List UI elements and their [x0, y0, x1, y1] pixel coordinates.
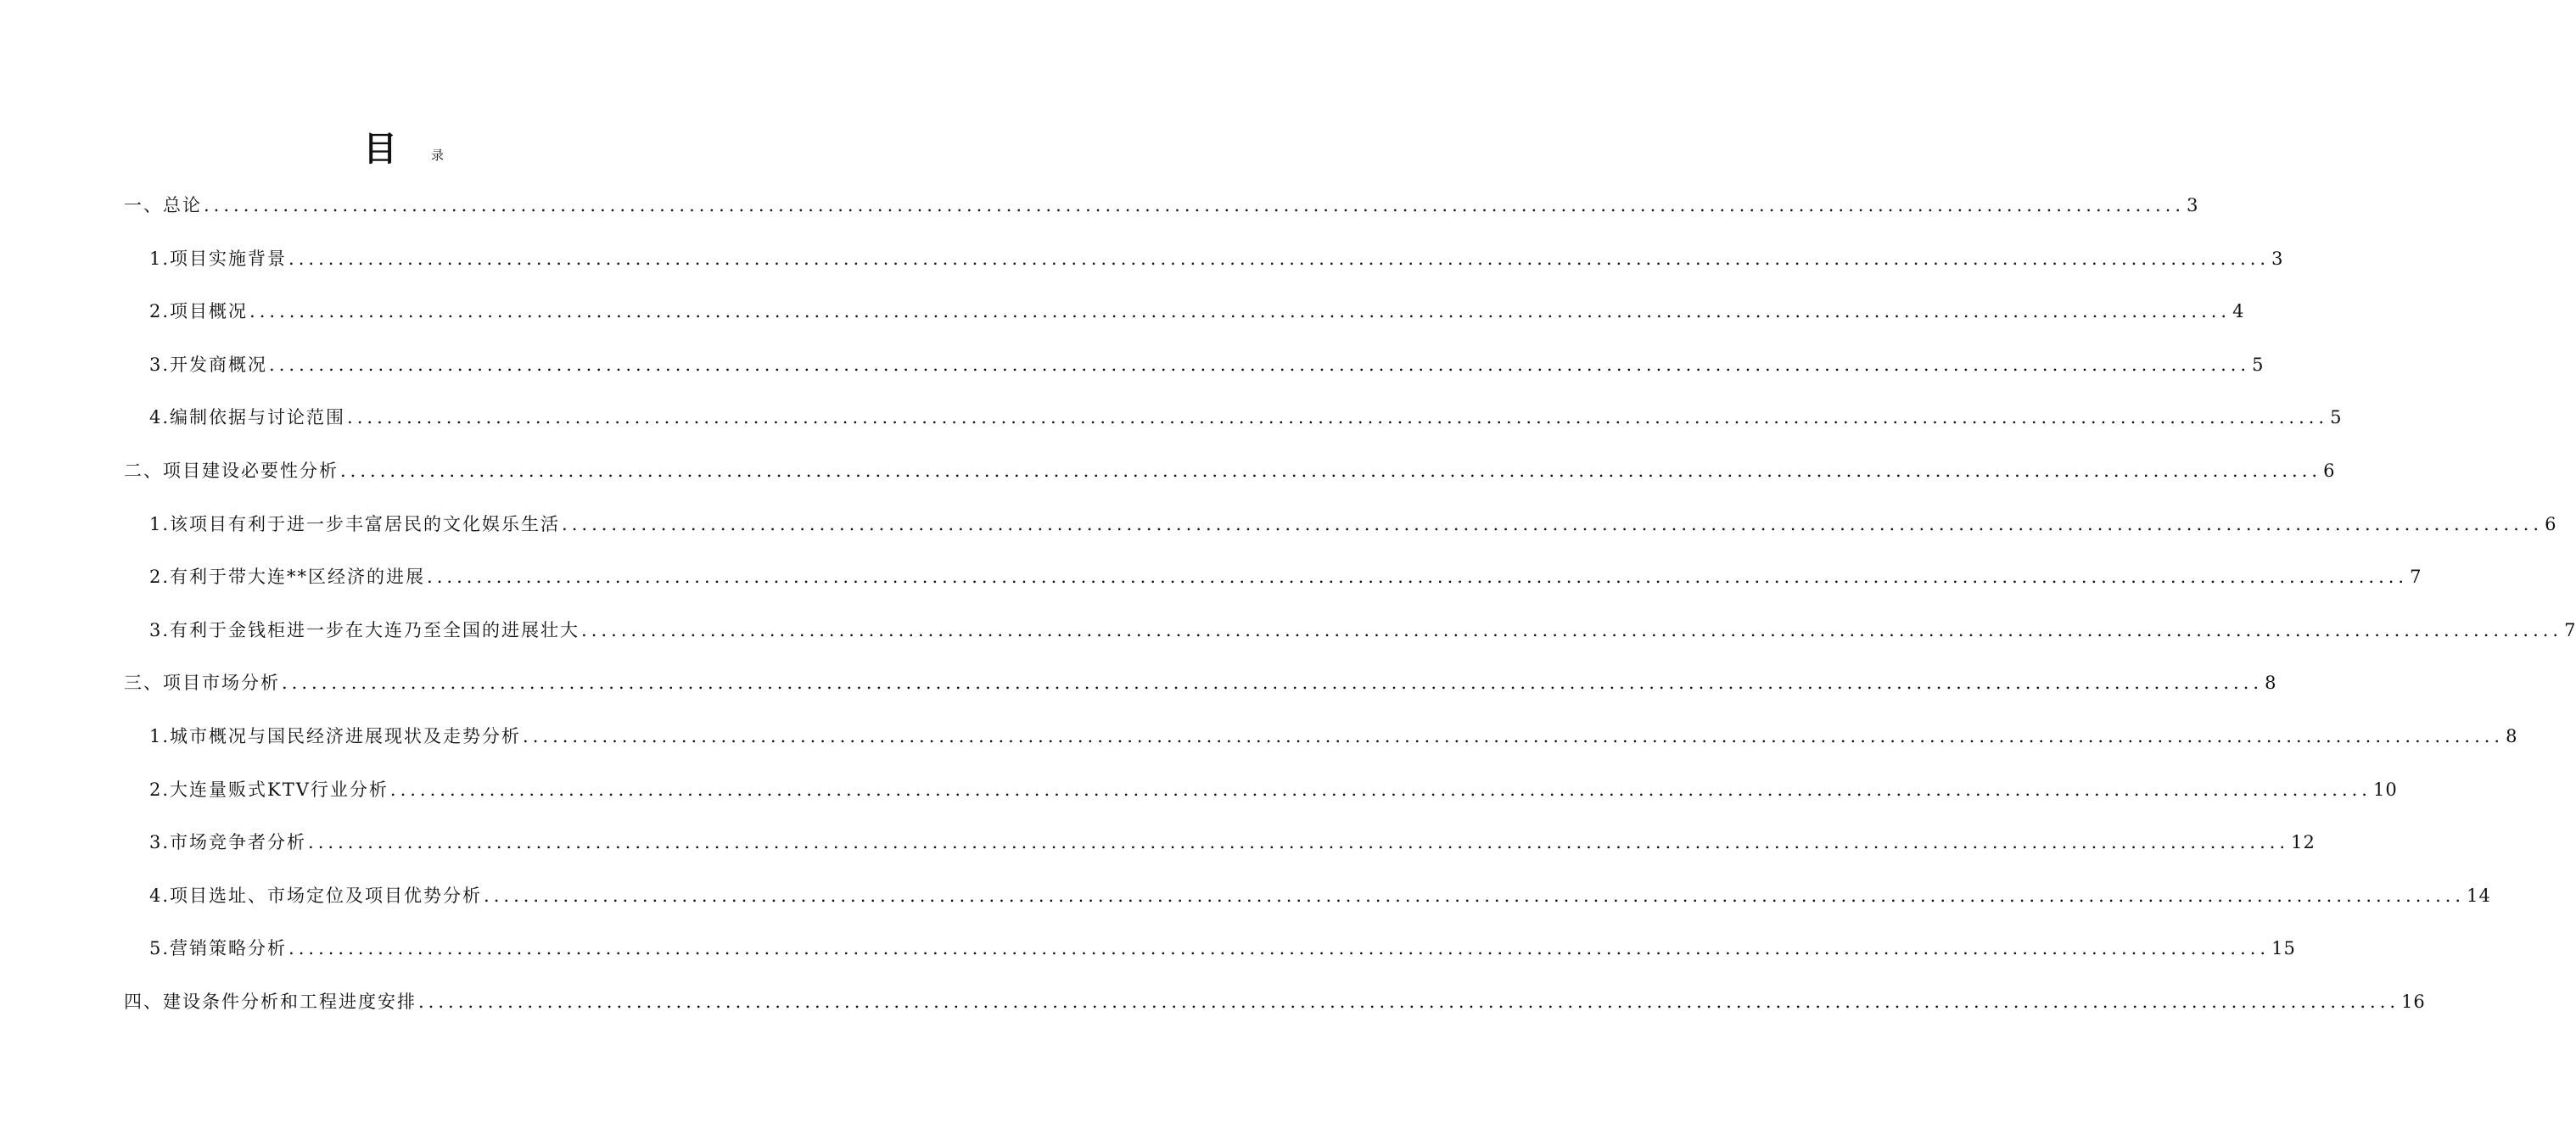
toc-entry-page: 8	[2265, 673, 2277, 693]
toc-dot-leader: ........................................................................................................................................................................................................	[389, 780, 2372, 800]
toc-entry-page: 7	[2564, 620, 2576, 640]
toc-entry-page: 14	[2467, 886, 2491, 906]
toc-dot-leader: ........................................................................................................................................................................................................	[282, 673, 2264, 693]
toc-entry-page: 16	[2401, 992, 2426, 1012]
toc-dot-leader: ........................................................................................................................................................................................................	[340, 461, 2322, 481]
toc-entry-title: 一、总论	[124, 195, 202, 215]
toc-entry[interactable]	[124, 985, 2426, 1014]
toc-entry-page: 4	[2232, 301, 2245, 321]
toc-entry-title: 3.市场竞争者分析	[149, 832, 307, 852]
toc-entry-title: 4.编制依据与讨论范围	[149, 407, 346, 428]
toc-entry[interactable]	[149, 348, 2265, 377]
toc-dot-leader: ........................................................................................................................................................................................................	[562, 514, 2544, 534]
toc-dot-leader: ........................................................................................................................................................................................................	[204, 195, 2186, 215]
toc-entry[interactable]	[149, 507, 2557, 536]
toc-entry-page: 5	[2330, 407, 2343, 428]
toc-entry-title: 3.有利于金钱柜进一步在大连乃至全国的进展壮大	[149, 620, 580, 640]
toc-entry-title: 2.有利于带大连**区经济的进展	[149, 567, 426, 587]
toc-entry[interactable]	[149, 400, 2343, 429]
toc-entry-title: 1.该项目有利于进一步丰富居民的文化娱乐生活	[149, 514, 561, 534]
toc-dot-leader: ........................................................................................................................................................................................................	[523, 726, 2505, 746]
toc-heading-main: 目	[363, 130, 397, 169]
toc-entry-page: 6	[2545, 514, 2557, 534]
toc-dot-leader: ........................................................................................................................................................................................................	[308, 832, 2290, 852]
toc-entry[interactable]	[124, 666, 2277, 695]
toc-dot-leader: ........................................................................................................................................................................................................	[418, 992, 2400, 1012]
toc-entry-title: 5.营销策略分析	[149, 938, 288, 958]
toc-entry-title: 1.城市概况与国民经济进展现状及走势分析	[149, 726, 522, 746]
toc-entry-title: 三、项目市场分析	[124, 673, 280, 693]
toc-heading	[0, 127, 806, 178]
toc-entry[interactable]	[149, 825, 2316, 854]
toc-entry-title: 二、项目建设必要性分析	[124, 461, 339, 481]
toc-entry[interactable]	[149, 294, 2245, 323]
toc-dot-leader: ........................................................................................................................................................................................................	[484, 886, 2466, 906]
toc-dot-leader: ........................................................................................................................................................................................................	[581, 620, 2563, 640]
toc-dot-leader: ........................................................................................................................................................................................................	[347, 407, 2329, 428]
toc-dot-leader: ........................................................................................................................................................................................................	[427, 567, 2409, 587]
toc-entry[interactable]	[149, 879, 2491, 908]
toc-dot-leader: ........................................................................................................................................................................................................	[269, 355, 2251, 375]
toc-entry[interactable]	[149, 719, 2518, 748]
toc-entry-page: 6	[2323, 461, 2336, 481]
toc-dot-leader: ........................................................................................................................................................................................................	[288, 938, 2271, 958]
toc-entry-page: 3	[2187, 195, 2199, 215]
toc-entry-page: 15	[2271, 938, 2296, 958]
toc-heading-small: 录	[431, 148, 445, 163]
toc-entry[interactable]	[124, 188, 2199, 217]
toc-entry-title: 2.大连量贩式KTV行业分析	[149, 780, 389, 800]
toc-entry-title: 四、建设条件分析和工程进度安排	[124, 992, 417, 1012]
toc-dot-leader: ........................................................................................................................................................................................................	[288, 249, 2271, 269]
toc-entry[interactable]	[149, 931, 2296, 960]
toc-entry-page: 12	[2291, 832, 2316, 852]
toc-entry-page: 8	[2506, 726, 2518, 746]
toc-entry-page: 7	[2410, 567, 2422, 587]
toc-entry[interactable]	[149, 560, 2422, 589]
toc-entry-title: 1.项目实施背景	[149, 249, 288, 269]
toc-dot-leader: ........................................................................................................................................................................................................	[249, 301, 2232, 321]
toc-entry-page: 3	[2271, 249, 2284, 269]
toc-entry[interactable]	[149, 242, 2284, 271]
toc-entry[interactable]	[124, 454, 2336, 483]
toc-entry-page: 10	[2372, 780, 2398, 800]
toc-entry[interactable]	[149, 773, 2398, 802]
toc-entry-title: 4.项目选址、市场定位及项目优势分析	[149, 886, 483, 906]
toc-entry-title: 3.开发商概况	[149, 355, 268, 375]
toc-entry[interactable]	[149, 613, 2576, 642]
toc-entry-page: 5	[2252, 355, 2265, 375]
toc-entry-title: 2.项目概况	[149, 301, 249, 321]
